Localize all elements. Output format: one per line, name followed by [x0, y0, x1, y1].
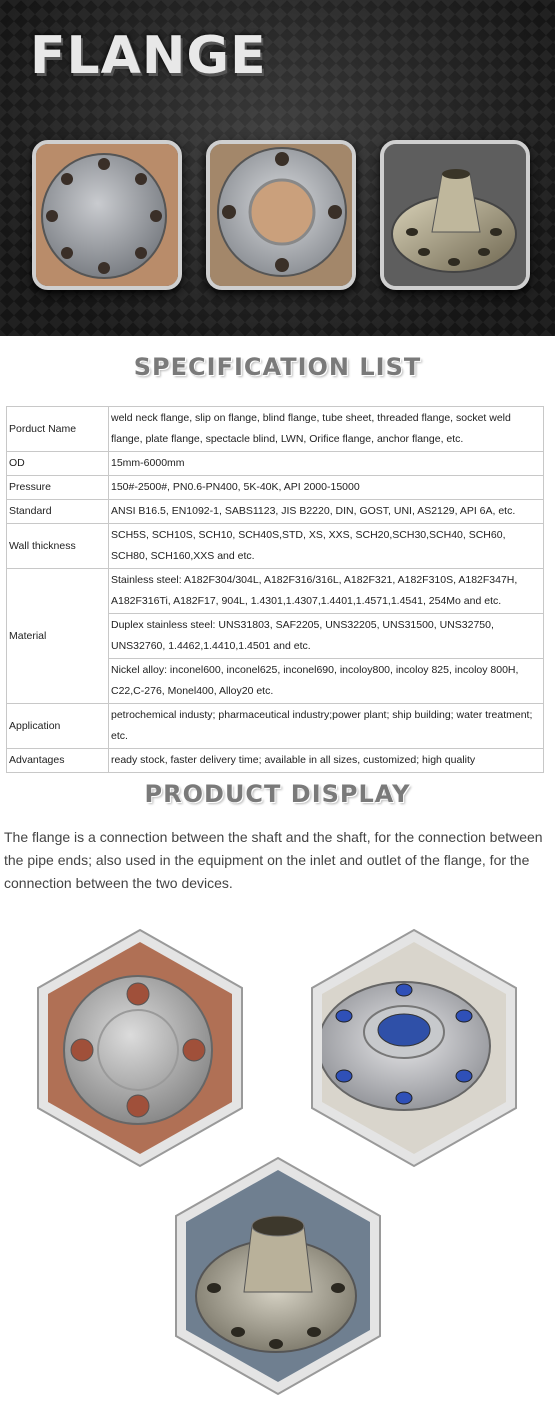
row-value: 150#-2500#, PN0.6-PN400, 5K-40K, API 2000-15000 [109, 476, 544, 500]
table-row [7, 524, 544, 569]
row-label: Pressure [7, 476, 109, 500]
row-value: weld neck flange, slip on flange, blind flange, tube sheet, threaded flange, socket weld flange, plate flange, spectacle blind, LWN, Orifice flange, anchor flange, etc. [109, 407, 544, 452]
row-label: Wall thickness [7, 524, 109, 569]
table-row [7, 500, 544, 524]
specification-list-heading: SPECIFICATION LIST [133, 353, 422, 381]
specification-table [6, 406, 544, 773]
table-row [7, 569, 544, 614]
weld-neck-flange-hex-image [158, 1156, 398, 1396]
row-value: Duplex stainless steel: UNS31803, SAF2205, UNS32205, UNS31500, UNS32750, UNS32760, 1.4462,1.4410,1.4501 and etc. [109, 614, 544, 659]
table-row [7, 476, 544, 500]
weld-neck-flange-blue-caps-hex-image [294, 928, 534, 1168]
banner-title: FLANGE [30, 26, 267, 86]
table-row [7, 452, 544, 476]
row-value: Stainless steel: A182F304/304L, A182F316/316L, A182F321, A182F310S, A182F347H, A182F316Ti, A182F17, 904L, 1.4301,1.4307,1.4401,1.4571,1.4541, 254Mo and etc. [109, 569, 544, 614]
row-label: OD [7, 452, 109, 476]
table-row [7, 704, 544, 749]
row-label: Advantages [7, 749, 109, 773]
row-value: 15mm-6000mm [109, 452, 544, 476]
blind-flange-hex-image [20, 928, 260, 1168]
product-description: The flange is a connection between the shaft and the shaft, for the connection between the pipe ends; also used in the equipment on the inlet and outlet of the flange, for the connection between the two devices. [4, 829, 543, 891]
row-value: Nickel alloy: inconel600, inconel625, inconel690, incoloy800, incoloy 825, incoloy 800H, C22,C-276, Monel400, Alloy20 etc. [109, 659, 544, 704]
banner [0, 0, 555, 336]
row-label: Standard [7, 500, 109, 524]
slip-on-flange-photo [206, 140, 356, 290]
blind-flange-photo [32, 140, 182, 290]
row-value: petrochemical industy; pharmaceutical industry;power plant; ship building; water treatment; etc. [109, 704, 544, 749]
product-display-heading: PRODUCT DISPLAY [144, 780, 411, 808]
row-value: ANSI B16.5, EN1092-1, SABS1123, JIS B2220, DIN, GOST, UNI, AS2129, API 6A, etc. [109, 500, 544, 524]
row-label: Material [7, 569, 109, 704]
row-label: Application [7, 704, 109, 749]
row-value: ready stock, faster delivery time; available in all sizes, customized; high quality [109, 749, 544, 773]
row-label: Porduct Name [7, 407, 109, 452]
table-row [7, 749, 544, 773]
table-row [7, 407, 544, 452]
weld-neck-flange-photo [380, 140, 530, 290]
row-value: SCH5S, SCH10S, SCH10, SCH40S,STD, XS, XXS, SCH20,SCH30,SCH40, SCH60, SCH80, SCH160,XXS and etc. [109, 524, 544, 569]
